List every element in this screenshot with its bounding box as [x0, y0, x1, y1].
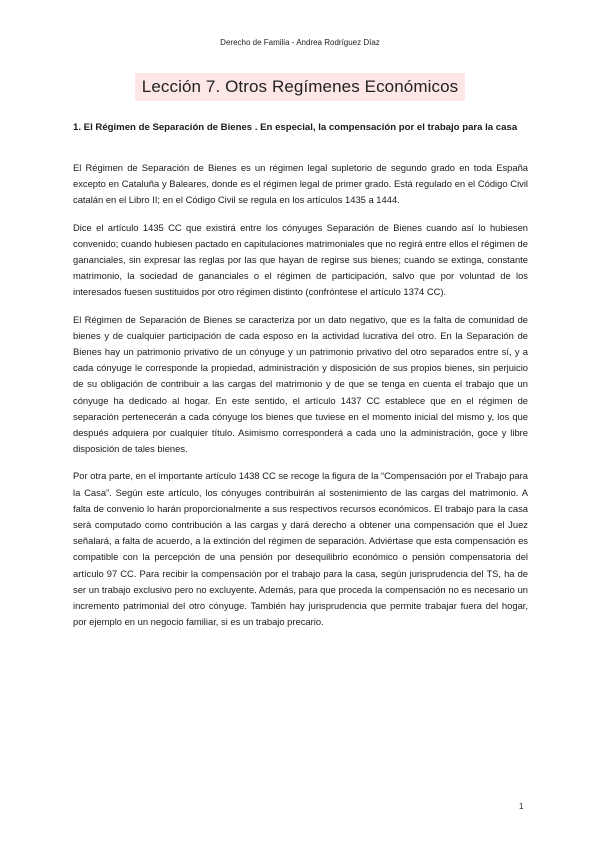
paragraph-3: El Régimen de Separación de Bienes se caracteriza por un dato negativo, que es la falta de comunidad de bienes y de cualquier participación de cada esposo en la actividad lucrativa del otro. En la Separación de Bienes hay un patrimonio privativo de un cónyuge y un patrimonio privativo del otro separados entre sí, y a cada cónyuge le corresponde la propiedad, administración y disposición de sus propios bienes, sin perjuicio de su obligación de contribuir a las cargas del matrimonio y de que se tenga en cuenta el trabajo que un cónyuge ha dedicado al hogar. En este sentido, el artículo 1437 CC establece que en el régimen de separación pertenecerán a cada cónyuge los bienes que tuviese en el momento inicial del mismo y, los que después adquiera por cualquier título. Asimismo corresponderá a cada uno la administración, goce y libre disposición de tales bienes.: [73, 313, 528, 455]
paragraph-1: El Régimen de Separación de Bienes es un régimen legal supletorio de segundo grado en toda España excepto en Cataluña y Baleares, donde es el régimen legal de primer grado. Está regulado en el Código Civil catalán en el Libro II; en el Código Civil se regula en los artículos 1435 a 1444.: [73, 162, 528, 206]
paragraph-4: Por otra parte, en el importante artículo 1438 CC se recoge la figura de la “Compensación por el Trabajo para la Casa”. Según este artículo, los cónyuges contribuirán al sostenimiento de las cargas del matrimonio. A falta de convenio lo harán proporcionalmente a sus respectivos recursos económicos. El trabajo para la casa será computado como contribución a las cargas y dará derecho a obtener una compensación que el Juez señalará, a falta de acuerdo, a la extinción del régimen de separación. Adviértase que esta compensación es compatible con la percepción de una pensión por desequilibrio económico o pensión compensatoria del artículo 97 CC. Para recibir la compensación por el trabajo para la casa, según jurisprudencia del TS, ha de ser un trabajo exclusivo pero no excluyente. Además, para que proceda la compensación no es necesario un incremento patrimonial del otro cónyuge. También hay jurisprudencia que permite trabajar fuera del hogar, por ejemplo en un negocio familiar, si es un trabajo precario.: [73, 470, 528, 628]
section-heading: 1. El Régimen de Separación de Bienes . En especial, la compensación por el trabajo para la casa: [73, 122, 518, 133]
lesson-title: Lección 7. Otros Regímenes Económicos: [141, 77, 459, 96]
title-highlight: [135, 73, 465, 101]
page-header: Derecho de Familia - Andrea Rodríguez Díaz: [220, 38, 380, 47]
page-number: 1: [519, 802, 524, 811]
paragraph-2: Dice el artículo 1435 CC que existirá entre los cónyuges Separación de Bienes cuando así lo hubiesen convenido; cuando hubiesen pactado en capitulaciones matrimoniales que no regirá entre ellos el régimen de gananciales, sin expresar las reglas por las que hayan de regirse sus bienes; cuando se extinga, constante matrimonio, la sociedad de gananciales o el régimen de participación, salvo que por voluntad de los interesados fuesen sustituidos por otro régimen distinto (confróntese el artículo 1374 CC).: [73, 221, 528, 298]
document-body: [73, 160, 528, 641]
